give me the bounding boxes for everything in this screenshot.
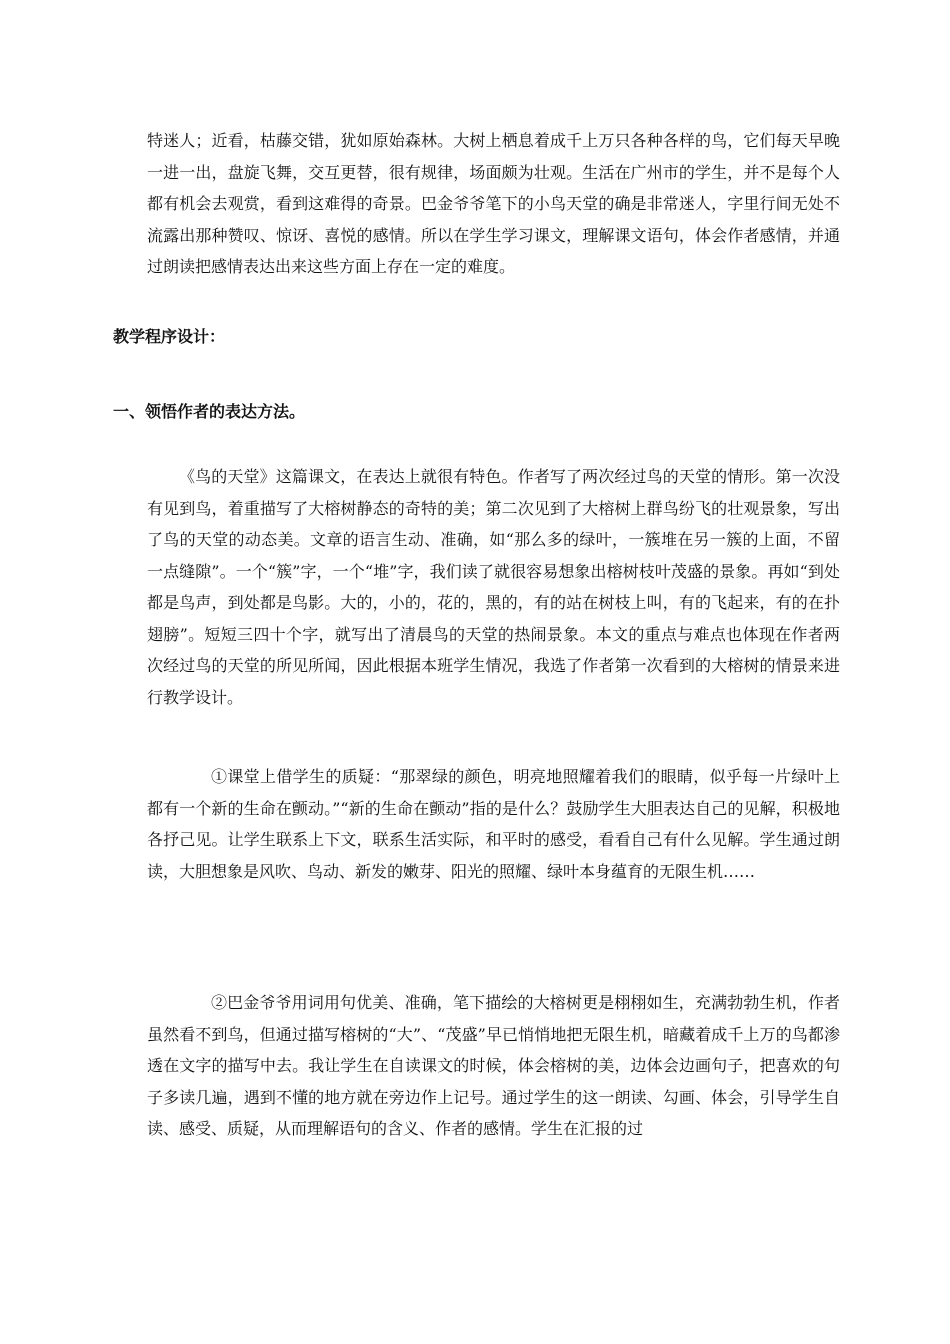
subsection-title: 一、领悟作者的表达方法。	[113, 402, 306, 421]
paragraph-student-questions: ①课堂上借学生的质疑：“那翠绿的颜色，明亮地照耀着我们的眼睛，似乎每一片绿叶上都有一个新的生命在颤动。”“新的生命在颤动”指的是什么？鼓励学生大胆表达自己的见解，积极地各抒己见。让学生联系上下文，联系生活实际，和平时的感受，看看自己有什么见解。学生通过朗读，大胆想象是风吹、鸟动、新发的嫩芽、阳光的照耀、绿叶本身蕴育的无限生机……	[147, 767, 840, 881]
paragraph-language-appreciation: ②巴金爷爷用词用句优美、准确，笔下描绘的大榕树更是栩栩如生，充满勃勃生机，作者虽然看不到鸟，但通过描写榕树的“大”、“茂盛”早已悄悄地把无限生机，暗藏着成千上万的鸟都渗透在文字的描写中去。我让学生在自读课文的时候，体会榕树的美，边体会边画句子，把喜欢的句子多读几遍，遇到不懂的地方就在旁边作上记号。通过学生的这一朗读、勾画、体会，引导学生自读、感受、质疑，从而理解语句的含义、作者的感情。学生在汇报的过	[147, 993, 840, 1138]
paragraph-expression-method: 《鸟的天堂》这篇课文，在表达上就很有特色。作者写了两次经过鸟的天堂的情形。第一次没有见到鸟，着重描写了大榕树静态的奇特的美；第二次见到了大榕树上群鸟纷飞的壮观景象，写出了鸟的天堂的动态美。文章的语言生动、准确，如“那么多的绿叶，一簇堆在另一簇的上面，不留一点缝隙”。一个“簇”字，一个“堆”字，我们读了就很容易想象出榕树枝叶茂盛的景象。再如“到处都是鸟声，到处都是鸟影。大的，小的，花的，黑的，有的站在树枝上叫，有的飞起来，有的在扑翅膀”。短短三四十个字，就写出了清晨鸟的天堂的热闹景象。本文的重点与难点也体现在作者两次经过鸟的天堂的所见所闻，因此根据本班学生情况，我选了作者第一次看到的大榕树的情景来进行教学设计。	[147, 467, 840, 707]
intro-paragraph: 特迷人；近看，枯藤交错，犹如原始森林。大树上栖息着成千上万只各种各样的鸟，它们每天早晚一进一出，盘旋飞舞，交互更替，很有规律，场面颇为壮观。生活在广州市的学生，并不是每个人都有机会去观赏，看到这难得的奇景。巴金爷爷笔下的小鸟天堂的确是非常迷人，字里行间无处不流露出那种赞叹、惊讶、喜悦的感情。所以在学生学习课文，理解课文语句，体会作者感情，并通过朗读把感情表达出来这些方面上存在一定的难度。	[147, 131, 840, 276]
section-title: 教学程序设计：	[113, 327, 226, 346]
